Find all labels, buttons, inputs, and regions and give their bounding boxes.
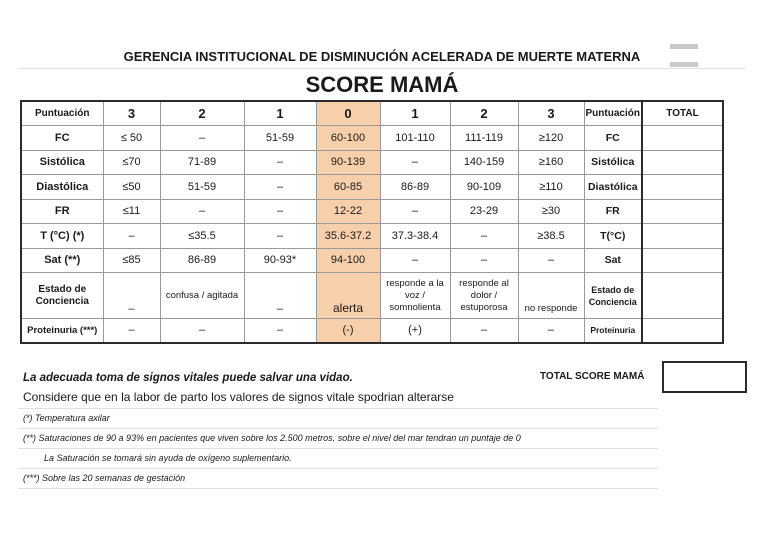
table-cell: 35.6-37.2: [316, 224, 380, 249]
row-label-right: FC: [584, 126, 642, 151]
table-cell: ≤35.5: [160, 224, 244, 249]
table-cell: ≥160: [518, 150, 584, 175]
table-cell: –: [103, 319, 160, 343]
table-cell: –: [518, 319, 584, 343]
table-row: [21, 199, 723, 224]
table-cell: –: [160, 319, 244, 343]
table-cell: –: [450, 224, 518, 249]
table-cell: 90-139: [316, 150, 380, 175]
table-cell: 37.3-38.4: [380, 224, 450, 249]
table-cell: –: [160, 126, 244, 151]
row-label: Estado de Conciencia: [21, 273, 103, 319]
header-cell: 2: [450, 101, 518, 126]
total-cell[interactable]: [642, 248, 723, 273]
table-cell: –: [103, 224, 160, 249]
table-cell: 60-100: [316, 126, 380, 151]
total-cell[interactable]: [642, 126, 723, 151]
table-row: [21, 126, 723, 151]
total-cell[interactable]: [642, 273, 723, 319]
row-label: Sat (**): [21, 248, 103, 273]
table-cell: –: [244, 319, 316, 343]
table-cell: 60-85: [316, 175, 380, 200]
table-cell: –: [450, 248, 518, 273]
table-cell: 94-100: [316, 248, 380, 273]
table-cell: no responde: [518, 273, 584, 319]
vital-signs-note: La adecuada toma de signos vitales puede salvar una vidao.: [23, 372, 353, 384]
grid-line: [18, 468, 658, 469]
header-cell: Puntuación: [584, 101, 642, 126]
table-cell: (-): [316, 319, 380, 343]
table-cell: 86-89: [160, 248, 244, 273]
table-row: [21, 248, 723, 273]
footnote-oxygen: La Saturación se tomará sin ayuda de oxígeno suplementario.: [44, 453, 292, 463]
total-cell[interactable]: [642, 175, 723, 200]
header-cell: 1: [244, 101, 316, 126]
header-cell: 0: [316, 101, 380, 126]
table-header-row: [21, 101, 723, 126]
total-cell[interactable]: [642, 224, 723, 249]
table-cell: –: [244, 150, 316, 175]
total-score-box[interactable]: [662, 361, 747, 393]
header-cell: 3: [518, 101, 584, 126]
table-cell: 71-89: [160, 150, 244, 175]
row-label: FC: [21, 126, 103, 151]
table-cell: ≥110: [518, 175, 584, 200]
table-row: [21, 175, 723, 200]
table-cell: –: [160, 199, 244, 224]
table-cell: 140-159: [450, 150, 518, 175]
row-label-right: T(°C): [584, 224, 642, 249]
total-cell[interactable]: [642, 150, 723, 175]
table-cell: –: [380, 150, 450, 175]
total-cell[interactable]: [642, 319, 723, 343]
footnote-temperature: (*) Temperatura axilar: [23, 413, 110, 423]
table-row: [21, 224, 723, 249]
total-cell[interactable]: [642, 199, 723, 224]
table-cell: ≥38.5: [518, 224, 584, 249]
institution-title: GERENCIA INSTITUCIONAL DE DISMINUCIÓN ACELERADA DE MUERTE MATERNA: [18, 46, 746, 69]
table-cell: ≤ 50: [103, 126, 160, 151]
table-cell: 86-89: [380, 175, 450, 200]
row-label: Sistólica: [21, 150, 103, 175]
footnote-gestation: (***) Sobre las 20 semanas de gestación: [23, 473, 186, 483]
table-cell: –: [518, 248, 584, 273]
table-cell: (+): [380, 319, 450, 343]
row-label: T (°C) (*): [21, 224, 103, 249]
header-cell: 1: [380, 101, 450, 126]
table-cell: ≤50: [103, 175, 160, 200]
header-cell: 2: [160, 101, 244, 126]
table-cell: ≤85: [103, 248, 160, 273]
header-cell: Puntuación: [21, 101, 103, 126]
grid-line: [18, 448, 658, 449]
table-cell: –: [244, 199, 316, 224]
header-cell: 3: [103, 101, 160, 126]
table-cell: 90-109: [450, 175, 518, 200]
table-cell: 90-93*: [244, 248, 316, 273]
table-cell: 101-110: [380, 126, 450, 151]
table-cell: 51-59: [244, 126, 316, 151]
total-score-label: TOTAL SCORE MAMÁ: [540, 371, 645, 382]
table-cell: ≤11: [103, 199, 160, 224]
footnote-saturation: (**) Saturaciones de 90 a 93% en pacientes que viven sobre los 2.500 metros. sobre el nivel del mar tendran un puntaje de 0: [23, 433, 521, 443]
row-label: Diastólica: [21, 175, 103, 200]
row-label: FR: [21, 199, 103, 224]
row-label-right: Estado de Conciencia: [584, 273, 642, 319]
table-cell: 12-22: [316, 199, 380, 224]
table-cell: 51-59: [160, 175, 244, 200]
row-label: Proteinuria (***): [21, 319, 103, 343]
header-cell: TOTAL: [642, 101, 723, 126]
table-cell: responde a la voz / somnolienta: [380, 273, 450, 319]
table-cell: ≤70: [103, 150, 160, 175]
row-label-right: FR: [584, 199, 642, 224]
spreadsheet-cell-markers: [670, 36, 740, 44]
score-title: SCORE MAMÁ: [305, 72, 459, 97]
grid-line: [18, 408, 658, 409]
table-row-proteinuria: [21, 319, 723, 343]
score-table: [20, 100, 724, 344]
table-cell: –: [244, 273, 316, 319]
grid-line: [18, 428, 658, 429]
labor-note: Considere que en la labor de parto los valores de signos vitale spodrian alterarse: [23, 390, 454, 404]
table-cell: 23-29: [450, 199, 518, 224]
row-label-right: Sat: [584, 248, 642, 273]
table-cell: alerta: [316, 273, 380, 319]
table-cell: –: [244, 224, 316, 249]
row-label-right: Diastólica: [584, 175, 642, 200]
table-cell: ≥120: [518, 126, 584, 151]
table-cell: –: [244, 175, 316, 200]
table-row: [21, 150, 723, 175]
row-label-right: Proteinuria: [584, 319, 642, 343]
table-cell: –: [380, 199, 450, 224]
grid-line: [18, 488, 658, 489]
table-cell: ≥30: [518, 199, 584, 224]
table-cell: –: [380, 248, 450, 273]
table-cell: responde al dolor / estuporosa: [450, 273, 518, 319]
table-cell: –: [450, 319, 518, 343]
table-cell: 111-119: [450, 126, 518, 151]
row-label-right: Sistólica: [584, 150, 642, 175]
table-row-conciencia: [21, 273, 723, 319]
table-cell: confusa / agitada: [160, 273, 244, 319]
table-cell: –: [103, 273, 160, 319]
